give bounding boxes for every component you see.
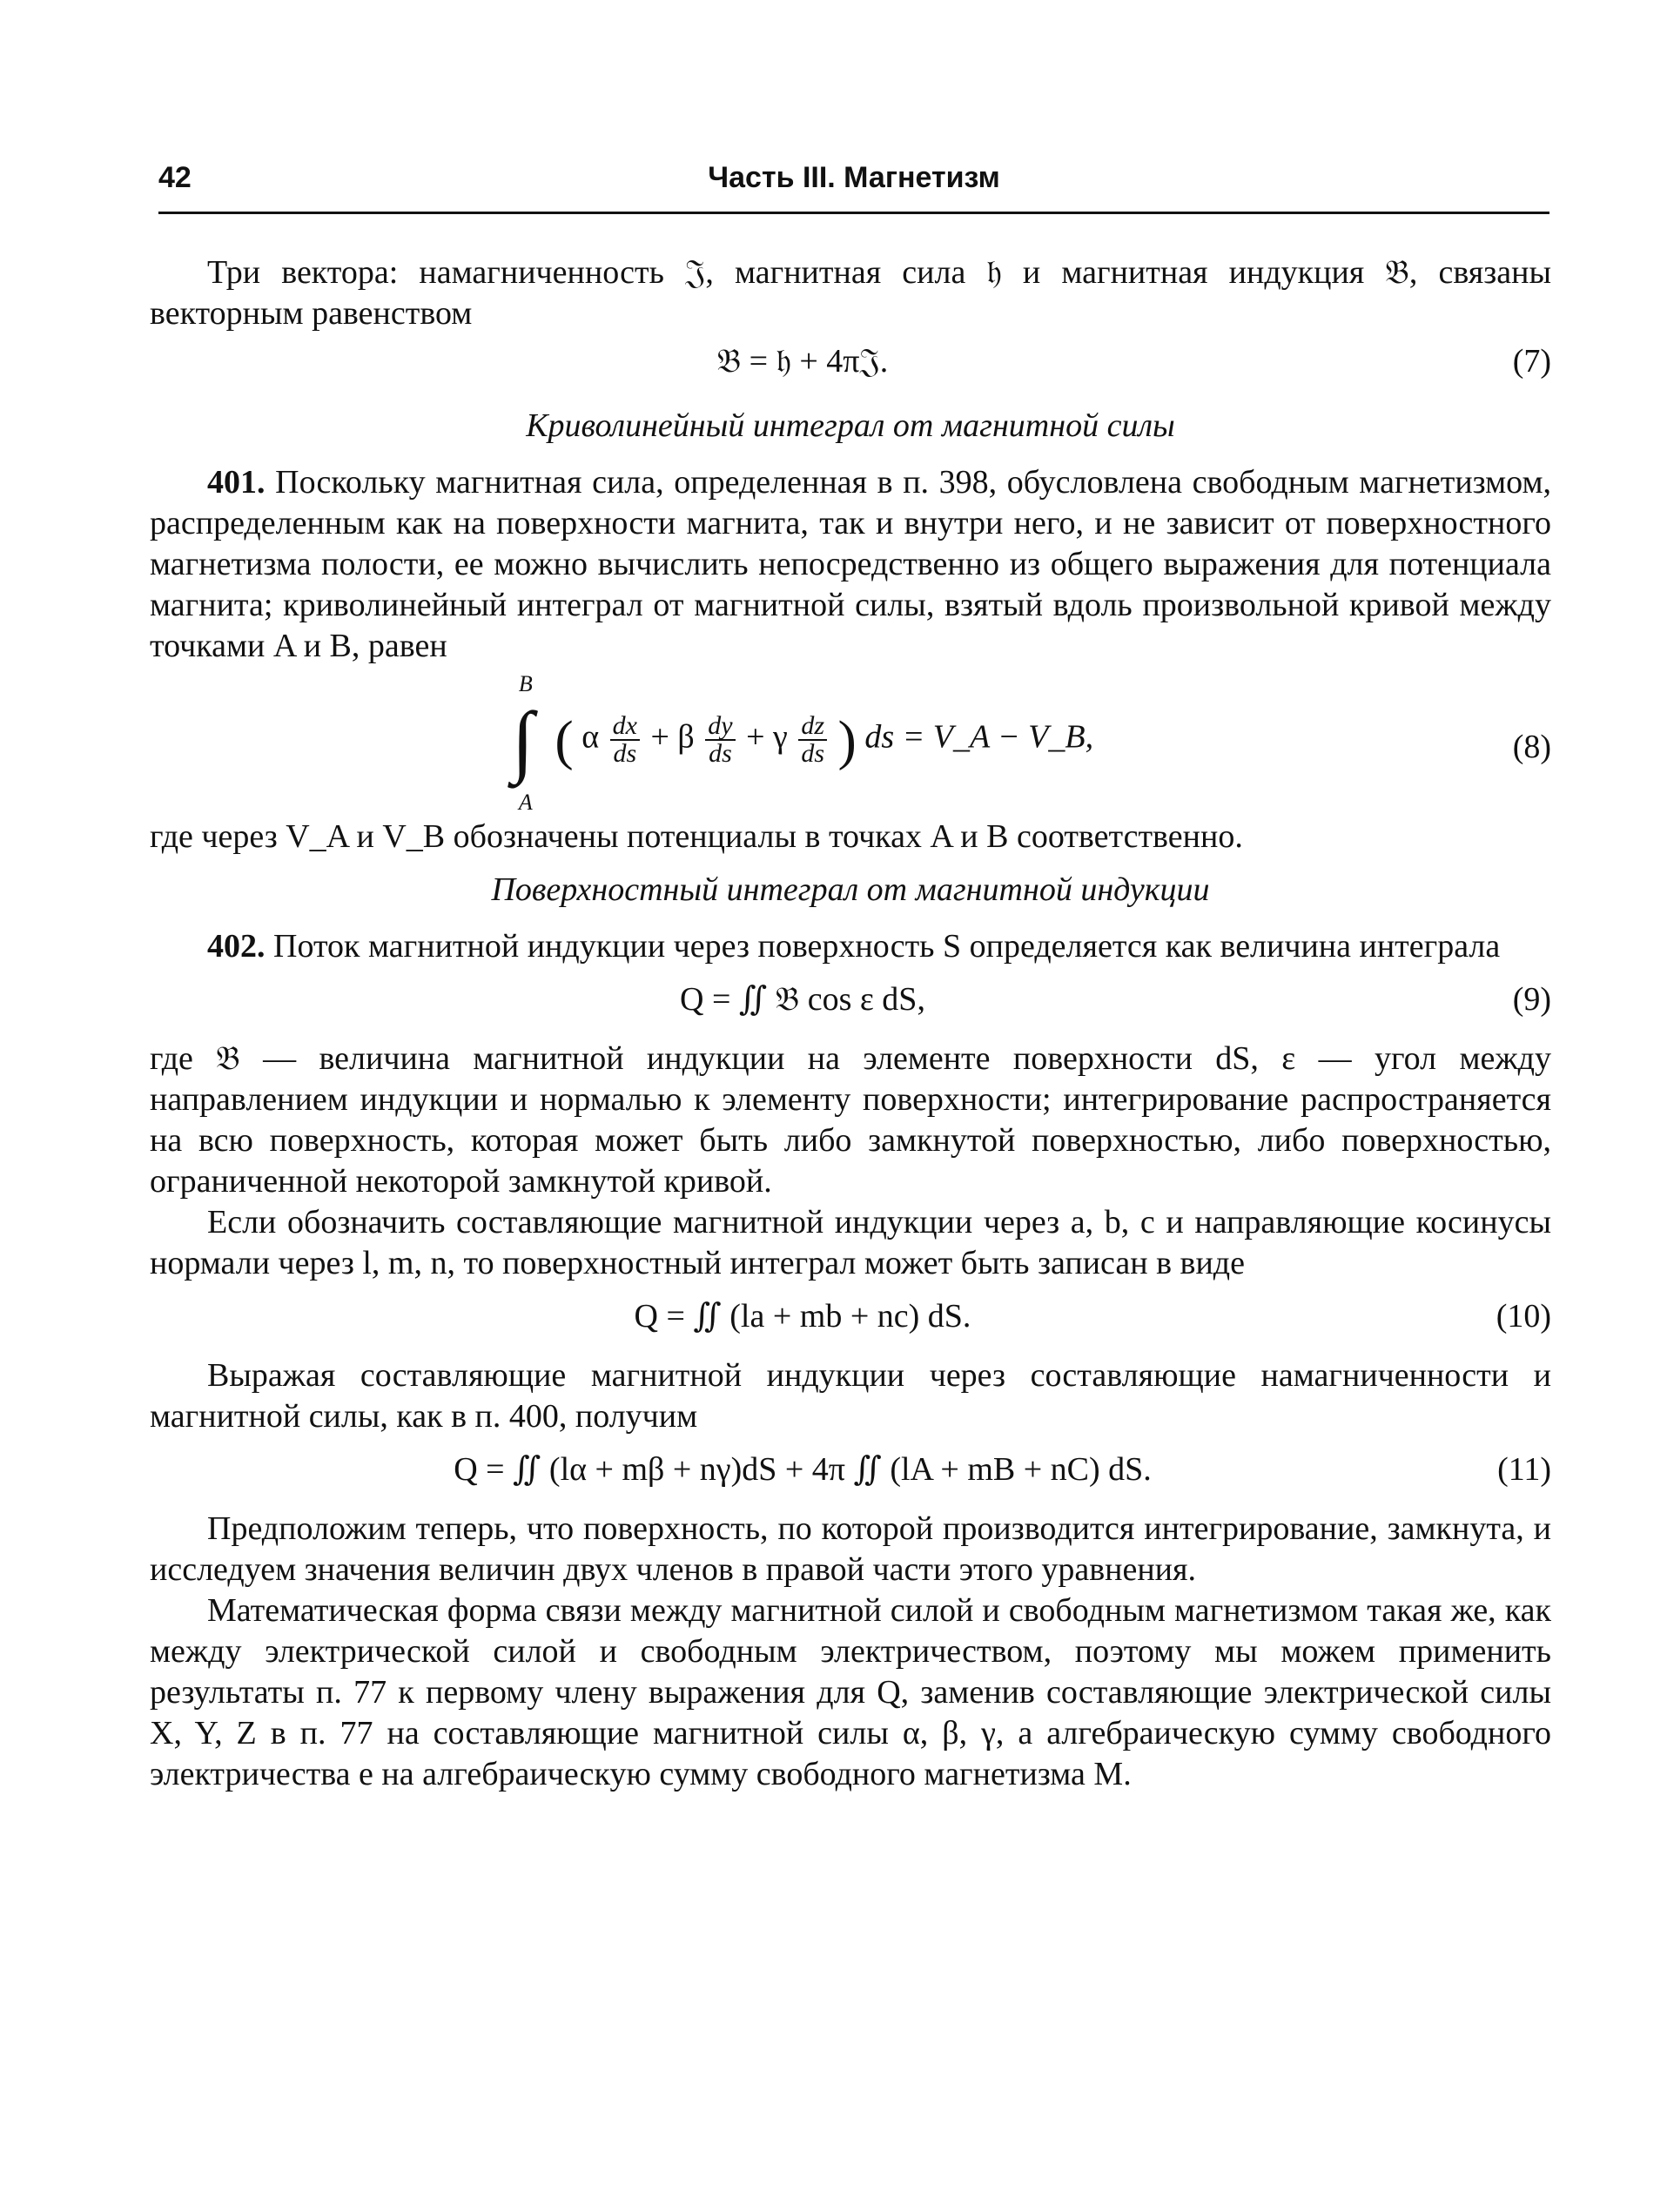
section-title-line-integral: Криволинейный интеграл от магнитной силы [526,407,1175,444]
header-rule [158,212,1549,214]
numerator-dy: dy [705,713,735,741]
equation-8 [150,671,1551,815]
integral-symbol: ∫ [511,696,534,784]
paragraph-components: Если обозначить составляющие магнитной индукции через a, b, c и направляющие косинусы нормали через l, m, n, то поверхностный интеграл может быть записан в виде [150,1204,1551,1281]
after-equation-8: где через V_A и V_B обозначены потенциалы в точках A и B соответственно. [150,818,1243,855]
intro-paragraph: Три вектора: намагниченность 𝔍, магнитная сила 𝔥 и магнитная индукция 𝔅, связаны векторным равенством [150,254,1551,332]
denominator-ds: ds [801,739,825,768]
section-title-surface-integral: Поверхностный интеграл от магнитной индукции [491,871,1210,908]
paragraph-401 [150,462,1551,667]
integral-sign [511,671,547,815]
paragraph-401-text: Поскольку магнитная сила, определенная в п. 398, обусловлена свободным магнетизмом, распределенным как на поверхности магнита, так и внутри него, и не зависит от поверхностного магнетизма полости, ее можно вычислить непосредственно из общего выражения для потенциала магнита; криволинейный интеграл от магнитной силы, взятый вдоль произвольной кривой между точками A и B, равен [150,464,1552,664]
equation-7 [150,341,1551,393]
equation-9-number: (9) [1512,981,1551,1018]
running-title: Часть III. Магнетизм [708,161,1000,194]
integral-lower-limit: A [518,790,533,815]
numerator-dz: dz [798,713,827,741]
numerator-dx: dx [610,713,640,741]
denominator-ds: ds [613,739,637,768]
after-equation-9: где 𝔅 — величина магнитной индукции на элементе поверхности dS, ε — угол между направлением индукции и нормалью к элементу поверхности; интегрирование распространяется на всю поверхность, которая может быть либо замкнутой поверхностью, либо поверхностью, ограниченной некоторой замкнутой кривой. [150,1040,1551,1200]
paragraph-number-402: 402. [207,928,266,965]
equation-10-body: Q = ∬ (la + mb + nc) dS. [634,1298,971,1335]
equation-9-body: Q = ∬ 𝔅 cos ε dS, [680,981,925,1018]
equation-11-number: (11) [1497,1451,1551,1488]
equation-10-number: (10) [1496,1298,1551,1335]
paragraph-suppose: Предположим теперь, что поверхность, по которой производится интегрирование, замкнута, и исследуем значения величин двух членов в правой части этого уравнения. [150,1510,1551,1588]
running-head [158,161,1549,213]
equation-9 [150,979,1551,1032]
page-number: 42 [158,161,192,194]
paragraph-mathematical-form: Математическая форма связи между магнитной силой и свободным магнетизмом такая же, как между электрической силой и свободным электричеством, поэтому мы можем применить результаты п. 77 к первому члену выражения для Q, заменив составляющие электрической силы X, Y, Z в п. 77 на составляющие магнитной силы α, β, γ, а алгебраическую сумму свободного электричества e на алгебраическую сумму свободного магнетизма M. [150,1592,1551,1792]
denominator-ds: ds [709,739,732,768]
equation-8-rhs: ds = V_A − V_B, [864,718,1094,756]
paragraph-402 [150,926,1551,967]
fraction-dz-ds [798,713,827,767]
equation-7-body: 𝔅 = 𝔥 + 4π𝔍. [716,343,889,380]
beta-symbol: β [677,718,695,756]
equation-8-number: (8) [1512,729,1551,765]
equation-11-body: Q = ∬ (lα + mβ + nγ)dS + 4π ∬ (lA + mB + nC) dS. [454,1451,1152,1488]
fraction-dx-ds [610,713,640,767]
equation-10 [150,1296,1551,1348]
right-paren: ) [837,709,857,771]
paragraph-expressing: Выражая составляющие магнитной индукции через составляющие намагниченности и магнитной силы, как в п. 400, получим [150,1357,1551,1435]
paragraph-402-text: Поток магнитной индукции через поверхность S определяется как величина интеграла [273,928,1501,965]
equation-7-number: (7) [1512,343,1551,380]
paragraph-number-401: 401. [207,464,266,501]
page-body [150,252,1551,1795]
integral-upper-limit: B [518,671,533,696]
left-paren: ( [555,709,574,771]
equation-8-body: B ∫ A ( α $\frac{dx}{ds}$ + β $\frac{dy}{ds}$ + γ $\frac{dz}{ds}$ ) ds = V_A − V_B, [150,688,1455,792]
equation-11 [150,1449,1551,1502]
fraction-dy-ds [705,713,735,767]
gamma-symbol: γ [773,718,788,756]
alpha-symbol: α [581,718,600,756]
